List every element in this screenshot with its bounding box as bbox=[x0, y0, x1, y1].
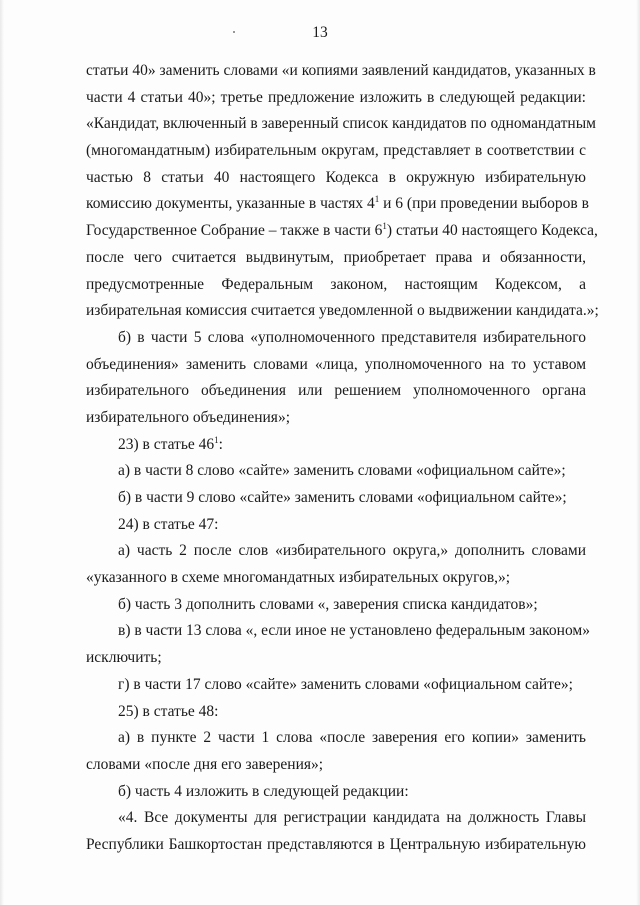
text-line bbox=[86, 538, 586, 565]
text-line bbox=[86, 458, 586, 485]
text-line-content: «указанного в схеме многомандатных избирательных округов,»; bbox=[86, 569, 511, 587]
document-body bbox=[86, 58, 599, 859]
text-line bbox=[86, 165, 586, 192]
text-line-content: объединения» заменить словами «лица, уполномоченного на то уставом bbox=[86, 355, 586, 373]
text-line-content: частью 8 статьи 40 настоящего Кодекса в окружную избирательную bbox=[86, 168, 586, 186]
text-line-content: (многомандатным) избирательным округам, представляет в соответствии с bbox=[86, 142, 586, 160]
text-line bbox=[86, 58, 596, 85]
scan-edge-right bbox=[636, 0, 640, 905]
text-line bbox=[86, 699, 586, 726]
text-line bbox=[86, 405, 586, 432]
text-line-content: 23) в статье 46 bbox=[118, 435, 215, 453]
text-line bbox=[86, 618, 590, 645]
text-line-content: избирательного объединения»; bbox=[86, 408, 290, 426]
text-line-content: б) в части 5 слова «уполномоченного представителя избирательного bbox=[118, 328, 586, 346]
text-line-content: а) часть 2 после слов «избирательного округа,» дополнить словами bbox=[118, 542, 586, 560]
text-line-content: б) часть 3 дополнить словами «, заверения списка кандидатов»; bbox=[118, 595, 538, 613]
text-line-continuation: и 6 (при проведении выборов в bbox=[379, 195, 589, 213]
text-line-content: б) в части 9 слово «сайте» заменить словами «официальном сайте»; bbox=[118, 489, 567, 506]
text-line bbox=[86, 352, 586, 379]
text-line-content: Республики Башкортостан представляются в Центральную избирательную bbox=[86, 835, 586, 853]
text-line-content: б) часть 4 изложить в следующей редакции: bbox=[118, 782, 409, 800]
text-line bbox=[86, 325, 586, 352]
text-line-content: 25) в статье 48: bbox=[118, 702, 219, 720]
text-line bbox=[86, 779, 586, 806]
text-line bbox=[86, 111, 596, 138]
text-line-content: избирательная комиссия считается уведомленной о выдвижении кандидата.»; bbox=[86, 302, 599, 320]
text-line-content: части 4 статьи 40»; третье предложение изложить в следующей редакции: bbox=[86, 88, 586, 106]
text-line-content: «Кандидат, включенный в заверенный список кандидатов по одномандатным bbox=[86, 115, 596, 133]
text-line bbox=[86, 512, 586, 539]
scan-edge-left bbox=[0, 0, 4, 905]
page-number: 13 bbox=[312, 24, 328, 41]
text-line bbox=[86, 85, 586, 112]
text-line bbox=[86, 752, 586, 779]
text-line-content: а) в части 8 слово «сайте» заменить словами «официальном сайте»; bbox=[118, 462, 566, 480]
text-line bbox=[86, 645, 586, 672]
text-line bbox=[86, 245, 586, 272]
superscript: 1 bbox=[374, 194, 380, 205]
text-line-content: а) в пункте 2 части 1 слова «после заверения его копии» заменить bbox=[118, 729, 586, 747]
text-line-content: «4. Все документы для регистрации кандидата на должность Главы bbox=[118, 809, 586, 827]
text-line bbox=[86, 805, 586, 832]
text-line bbox=[86, 298, 599, 325]
text-line bbox=[86, 432, 586, 459]
text-line bbox=[86, 138, 586, 165]
text-line bbox=[86, 672, 586, 699]
text-line bbox=[86, 191, 589, 218]
text-line-content: комиссию документы, указанные в частях 4 bbox=[86, 195, 375, 213]
text-line-content: после чего считается выдвинутым, приобретает права и обязанности, bbox=[86, 248, 586, 266]
text-line bbox=[86, 832, 586, 859]
text-line-content: 24) в статье 47: bbox=[118, 515, 219, 533]
text-line-content: Государственное Собрание – также в части 6 bbox=[86, 222, 383, 240]
text-line bbox=[86, 592, 586, 619]
text-line-continuation: : bbox=[218, 435, 223, 453]
text-line bbox=[86, 272, 586, 299]
text-line bbox=[86, 378, 586, 405]
text-line bbox=[86, 725, 586, 752]
superscript: 1 bbox=[382, 221, 387, 232]
text-line-content: исключить; bbox=[86, 649, 162, 667]
text-line bbox=[86, 485, 586, 512]
text-line-content: г) в части 17 слово «сайте» заменить словами «официальном сайте»; bbox=[118, 675, 573, 693]
text-line-content: в) в части 13 слова «, если иное не установлено федеральным законом» bbox=[118, 622, 590, 640]
text-line-content: избирательного объединения или решением уполномоченного органа bbox=[86, 382, 586, 400]
text-line-content: предусмотренные Федеральным законом, настоящим Кодексом, а bbox=[86, 275, 586, 293]
text-line-content: словами «после дня его заверения»; bbox=[86, 755, 324, 773]
text-line bbox=[86, 218, 598, 245]
text-line bbox=[86, 565, 586, 592]
text-line-content: статьи 40» заменить словами «и копиями заявлений кандидатов, указанных в bbox=[86, 62, 596, 79]
superscript: 1 bbox=[214, 434, 219, 445]
text-line-continuation: ) статьи 40 настоящего Кодекса, bbox=[386, 222, 598, 240]
